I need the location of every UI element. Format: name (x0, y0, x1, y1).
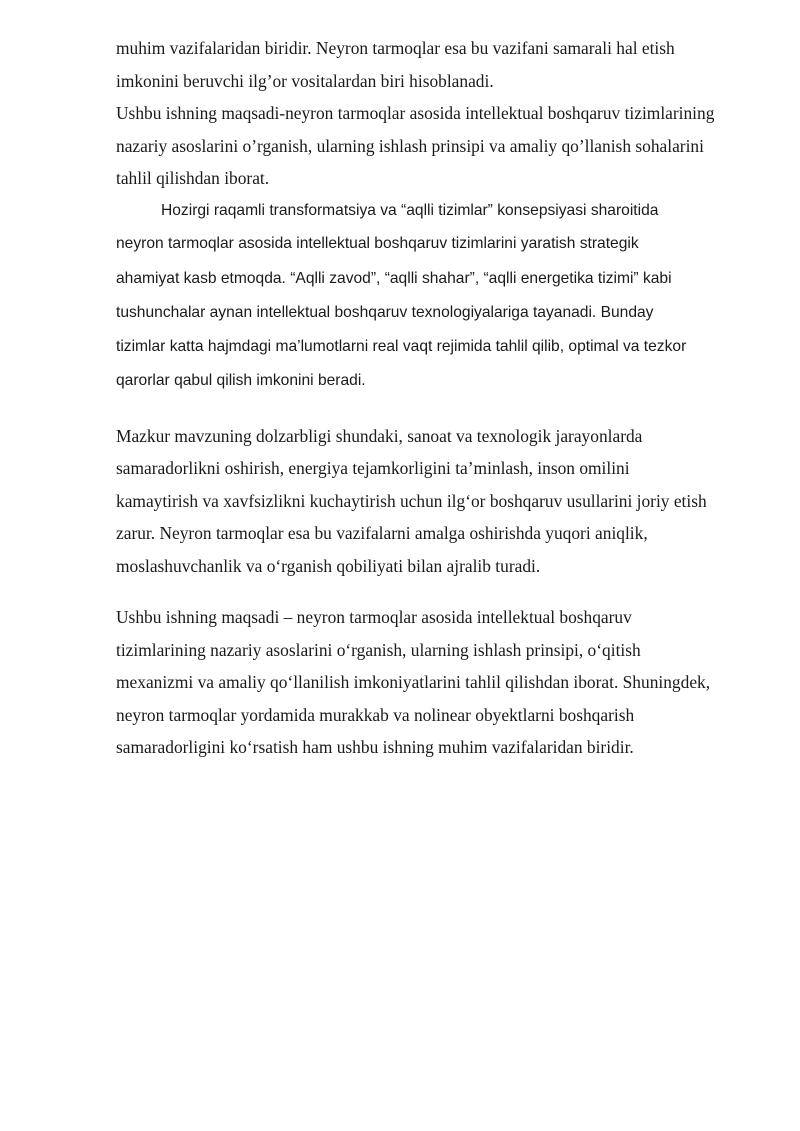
text-line: muhim vazifalaridan biridir. Neyron tarmoqlar esa bu vazifani samarali hal etish (116, 38, 675, 58)
text-line: mexanizmi va amaliy qo‘llanilish imkoniyatlarini tahlil qilishdan iborat. Shuningdek, (116, 672, 711, 692)
text-line: Ushbu ishning maqsadi – neyron tarmoqlar asosida intellektual boshqaruv (116, 607, 632, 627)
text-line: kamaytirish va xavfsizlikni kuchaytirish uchun ilg‘or boshqaruv usullarini joriy etish (116, 491, 707, 511)
text-line: zarur. Neyron tarmoqlar esa bu vazifalarni amalga oshirishda yuqori aniqlik, (116, 523, 648, 543)
text-line: nazariy asoslarini o’rganish, ularning ishlash prinsipi va amaliy qo’llanish sohalarini (116, 136, 704, 156)
text-line: tahlil qilishdan iborat. (116, 168, 270, 188)
text-line: imkonini beruvchi ilg’or vositalardan biri hisoblanadi. (116, 71, 494, 91)
text-line: samaradorlikni oshirish, energiya tejamkorligini ta’minlash, inson omilini (116, 458, 630, 478)
text-line: tushunchalar aynan intellektual boshqaruv texnologiyalariga tayanadi. Bunday (116, 304, 654, 321)
text-line: tizimlarining nazariy asoslarini o‘rganish, ularning ishlash prinsipi, o‘qitish (116, 640, 641, 660)
text-line: tizimlar katta hajmdagi ma’lumotlarni real vaqt rejimida tahlil qilib, optimal va tezkor (116, 338, 687, 355)
text-line: neyron tarmoqlar yordamida murakkab va nolinear obyektlarni boshqarish (116, 705, 635, 725)
text-line: samaradorligini ko‘rsatish ham ushbu ishning muhim vazifalaridan biridir. (116, 737, 634, 757)
text-line: moslashuvchanlik va o‘rganish qobiliyati bilan ajralib turadi. (116, 556, 541, 576)
text-line: ahamiyat kasb etmoqda. “Aqlli zavod”, “aqlli shahar”, “aqlli energetika tizimi” kabi (116, 270, 672, 287)
text-line: qarorlar qabul qilish imkonini beradi. (116, 372, 366, 389)
text-line: Ushbu ishning maqsadi-neyron tarmoqlar asosida intellektual boshqaruv tizimlarining (116, 103, 715, 123)
text-line: Mazkur mavzuning dolzarbligi shundaki, sanoat va texnologik jarayonlarda (116, 426, 643, 446)
text-line: neyron tarmoqlar asosida intellektual boshqaruv tizimlarini yaratish strategik (116, 235, 639, 252)
text-line: Hozirgi raqamli transformatsiya va “aqlli tizimlar” konsepsiyasi sharoitida (161, 202, 659, 219)
